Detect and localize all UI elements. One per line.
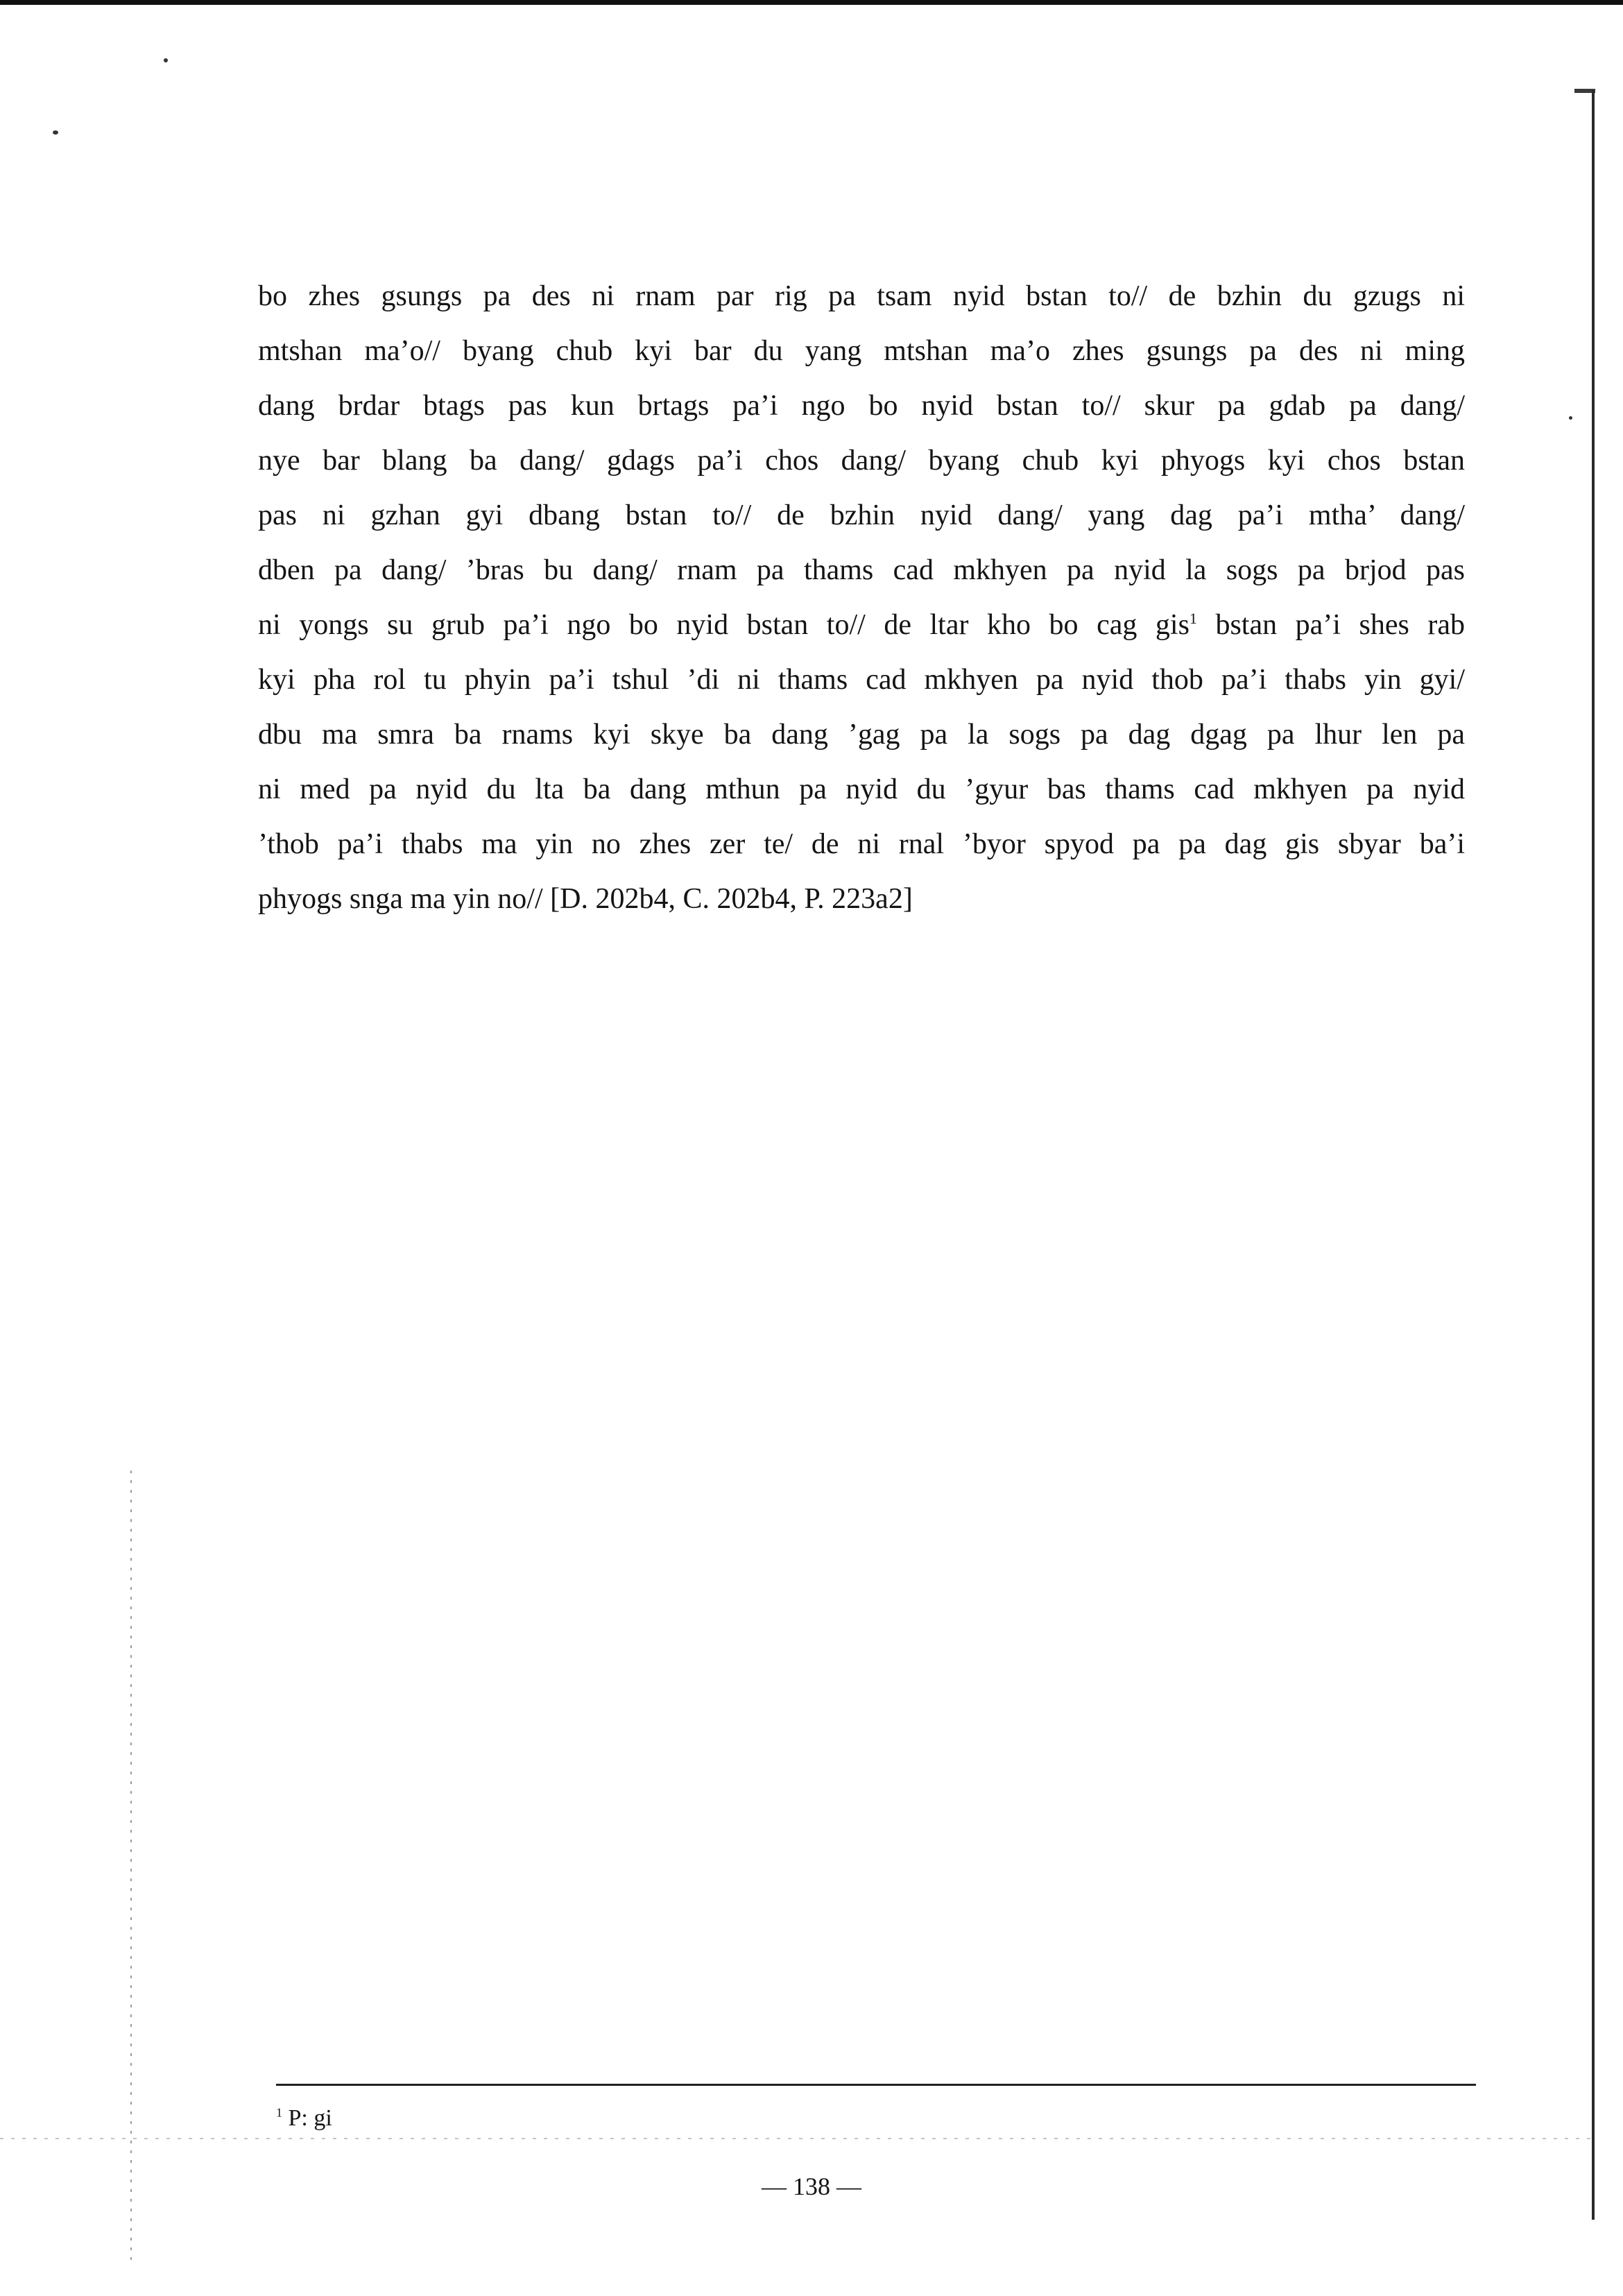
page-number: — 138 — bbox=[762, 2173, 861, 2200]
text-line: bo zhes gsungs pa des ni rnam par rig pa tsam nyid bstan to// de bzhin du gzugs ni bbox=[258, 280, 1465, 312]
text-line-with-footnote bbox=[258, 598, 1465, 653]
scan-speck bbox=[164, 58, 168, 62]
text-line: dang brdar btags pas kun brtags pa’i ngo bo nyid bstan to// skur pa gdab pa dang/ bbox=[258, 390, 1465, 422]
text-line: nye bar blang ba dang/ gdags pa’i chos dang/ byang chub kyi phyogs kyi chos bstan bbox=[258, 445, 1465, 477]
text-line: ni med pa nyid du lta ba dang mthun pa nyid du ’gyur bas thams cad mkhyen pa nyid bbox=[258, 773, 1465, 805]
left-binding-marks bbox=[130, 1471, 132, 2261]
footnote bbox=[276, 2105, 332, 2132]
text-line: mtshan ma’o// byang chub kyi bar du yang mtshan ma’o zhes gsungs pa des ni ming bbox=[258, 335, 1465, 367]
footnote-separator bbox=[276, 2084, 1476, 2086]
footnote-text: P: gi bbox=[282, 2105, 332, 2131]
text-line: pas ni gzhan gyi dbang bstan to// de bzhin nyid dang/ yang dag pa’i mtha’ dang/ bbox=[258, 499, 1465, 531]
text-line: phyogs snga ma yin no// [D. 202b4, C. 202b4, P. 223a2] bbox=[258, 883, 913, 915]
scan-speck bbox=[1569, 416, 1572, 420]
scan-speck bbox=[53, 130, 58, 135]
text-segment: bstan pa’i shes rab bbox=[1196, 609, 1465, 641]
body-text bbox=[258, 269, 1465, 927]
text-line: dbu ma smra ba rnams kyi skye ba dang ’gag pa la sogs pa dag dgag pa lhur len pa bbox=[258, 719, 1465, 751]
text-line: dben pa dang/ ’bras bu dang/ rnam pa thams cad mkhyen pa nyid la sogs pa brjod pas bbox=[258, 554, 1465, 586]
text-line: kyi pha rol tu phyin pa’i tshul ’di ni thams cad mkhyen pa nyid thob pa’i thabs yin gyi/ bbox=[258, 664, 1465, 696]
footnote-marker: 1 bbox=[276, 2105, 282, 2120]
footnote-reference: 1 bbox=[1189, 610, 1197, 627]
text-line: ’thob pa’i thabs ma yin no zhes zer te/ de ni rnal ’byor spyod pa pa dag gis sbyar ba’i bbox=[258, 828, 1465, 860]
right-border bbox=[1592, 90, 1595, 2220]
text-segment: ni yongs su grub pa’i ngo bo nyid bstan to// de ltar kho bo cag gis bbox=[258, 609, 1190, 641]
top-border bbox=[0, 0, 1623, 5]
scan-dotted-line bbox=[0, 2138, 1595, 2139]
